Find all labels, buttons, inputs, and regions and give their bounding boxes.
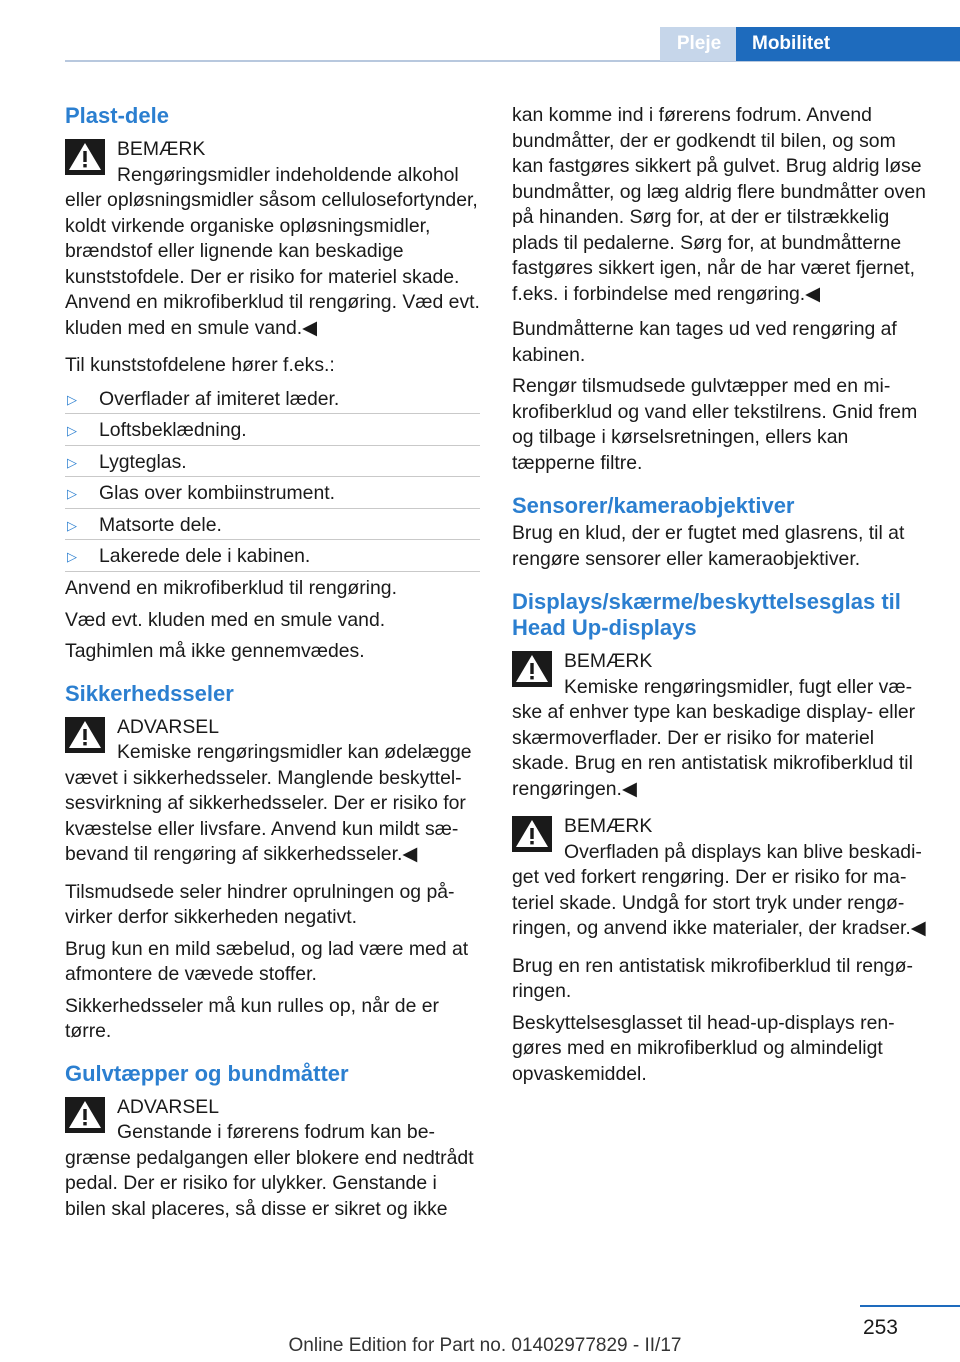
note-label: BEMÆRK — [564, 650, 653, 672]
page-number: 253 — [862, 1316, 898, 1339]
note-label: BEMÆRK — [564, 815, 653, 837]
paragraph: Brug en klud, der er fugtet med glasrens, til at rengøre sensorer eller kameraobjektiver. — [512, 522, 905, 570]
list-item: ▷ Overflader af imiteret læder. — [65, 385, 480, 417]
list-item: ▷ Glas over kombiinstrument. — [65, 479, 480, 511]
section-title-sensor: Sensorer/kameraobjektiver — [512, 493, 795, 518]
paragraph: Til kunststofdelene hører f.eks.: — [65, 354, 335, 376]
section-title-seler: Sikkerhedsseler — [65, 680, 234, 706]
note-label: ADVARSEL — [117, 715, 220, 738]
list-item: ▷ Matsorte dele. — [65, 511, 480, 543]
note-plast — [65, 137, 480, 341]
bullet-triangle-icon: ▷ — [67, 391, 77, 407]
paragraph: Anvend en mikrofiberklud til rengøring. — [65, 577, 397, 600]
paragraph: Bundmåtterne kan tages ud ved rengøring af kabinen. — [512, 318, 897, 366]
list-item: ▷ Lakerede dele i kabinen. — [65, 542, 480, 574]
paragraph: Brug en ren antistatisk mikrofiberklud til rengøringen. — [512, 954, 913, 1002]
warning-triangle-icon — [512, 816, 552, 852]
note-gulv — [65, 1095, 480, 1223]
note-label: BEMÆRK — [117, 138, 206, 160]
note-displays-1 — [512, 649, 927, 802]
paragraph: Brug kun en mild sæbelud, og lad være med at afmontere de vævede stoffer. — [65, 937, 469, 986]
list-item: ▷ Loftsbeklædning. — [65, 416, 480, 448]
bullet-triangle-icon: ▷ — [67, 423, 77, 439]
note-text: Kemiske rengøringsmidler, fugt eller væske af enhver type kan beskadige display- eller skærmoverflader. Der er risiko for materiel skade. Brug en ren antistatisk mikrofiberklud til rengøringen.◀ — [512, 675, 916, 800]
paragraph: Taghimlen må ikke gennemvædes. — [65, 640, 365, 663]
paragraph: Rengør tilsmudsede gulvtæpper med en mikrofiberklud og vand eller tekstilrens. Gnid frem og tilbage i kørselsretningen, ellers kan tæpperne filtre. — [512, 375, 918, 474]
list-item: ▷ Lygteglas. — [65, 448, 480, 480]
warning-triangle-icon — [65, 717, 105, 753]
paragraph: Beskyttelsesglasset til head-up-displays rengøres med en mikrofiberklud og almindeligt opvaskemiddel. — [512, 1011, 895, 1085]
tab-pleje[interactable]: Pleje — [660, 27, 738, 61]
bullet-triangle-icon: ▷ — [67, 454, 77, 470]
paragraph: kan komme ind i førerens fodrum. Anvend bundmåtter, der er godkendt til bilen, og som kan fastgøres sikkert på gulvet. Brug aldrig løse bundmåtter, og læg aldrig flere bundmåtter oven på hinanden. Sørg for, at der er tilstrækkelig plads til pedalerne. Sørg for, at bundmåtterne fastgøres sikkert igen, når de har været fjernet, f.eks. i forbindelse med rengøring.◀ — [512, 104, 926, 305]
tab-mobilitet[interactable]: Mobilitet — [736, 27, 960, 61]
plast-list — [65, 385, 480, 575]
note-text: Genstande i førerens fodrum kan begrænse pedalgangen eller blokere end nedtrådt pedal. Der er risiko for ulykker. Genstande i bilen skal placeres, så disse er sikret og ikke — [65, 1121, 474, 1220]
warning-triangle-icon — [65, 139, 105, 175]
warning-triangle-icon — [65, 1097, 105, 1133]
section-title-gulv: Gulvtæpper og bundmåtter — [65, 1060, 349, 1086]
note-text: Kemiske rengøringsmidler kan ødelægge vævet i sikkerhedsseler. Manglende beskyttelsesvirkning af sikkerhedsseler. Der er risiko for kvæstelse eller livsfare. Anvend kun mildt sæbevand til rengøring af sikkerhedsseler.◀ — [65, 741, 472, 866]
paragraph: Tilsmudsede seler hindrer oprulningen og påvirker derfor sikkerheden negativt. — [65, 880, 455, 929]
warning-triangle-icon — [512, 651, 552, 687]
section-title-displays: Displays/skærme/beskyttelsesglas til Head Up-displays — [512, 589, 901, 640]
footer-rule — [860, 1305, 960, 1307]
section-title-plast: Plast-dele — [65, 103, 169, 128]
edition-line: Online Edition for Part no. 01402977829 - II/17 — [288, 1335, 682, 1356]
note-seler — [65, 715, 480, 868]
right-column — [512, 103, 927, 1097]
paragraph: Væd evt. kluden med en smule vand. — [65, 608, 386, 631]
bullet-triangle-icon: ▷ — [67, 486, 77, 502]
paragraph: Sikkerhedsseler må kun rulles op, når de er tørre. — [65, 994, 439, 1043]
left-column — [65, 103, 480, 1234]
note-text: Overfladen på displays kan blive beskadiget ved forkert rengøring. Der er risiko for materiel skade. Undgå for stort tryk under rengøringen, og anvend ikke materialer, der kradser.◀ — [512, 840, 926, 939]
note-displays-2 — [512, 814, 927, 942]
note-label: ADVARSEL — [117, 1095, 220, 1118]
bullet-triangle-icon: ▷ — [67, 517, 77, 533]
note-text: Rengøringsmidler indeholdende alkohol eller opløsningsmidler såsom cellulosefortynder, koldt virkende organiske opløsningsmidler, brændstof eller lignende kan beskadige kunststofdele. Der er risiko for materiel skade. Anvend en mikrofiberklud til rengøring. Væd evt. kluden med en smule vand.◀ — [65, 163, 480, 339]
bullet-triangle-icon: ▷ — [67, 549, 77, 565]
